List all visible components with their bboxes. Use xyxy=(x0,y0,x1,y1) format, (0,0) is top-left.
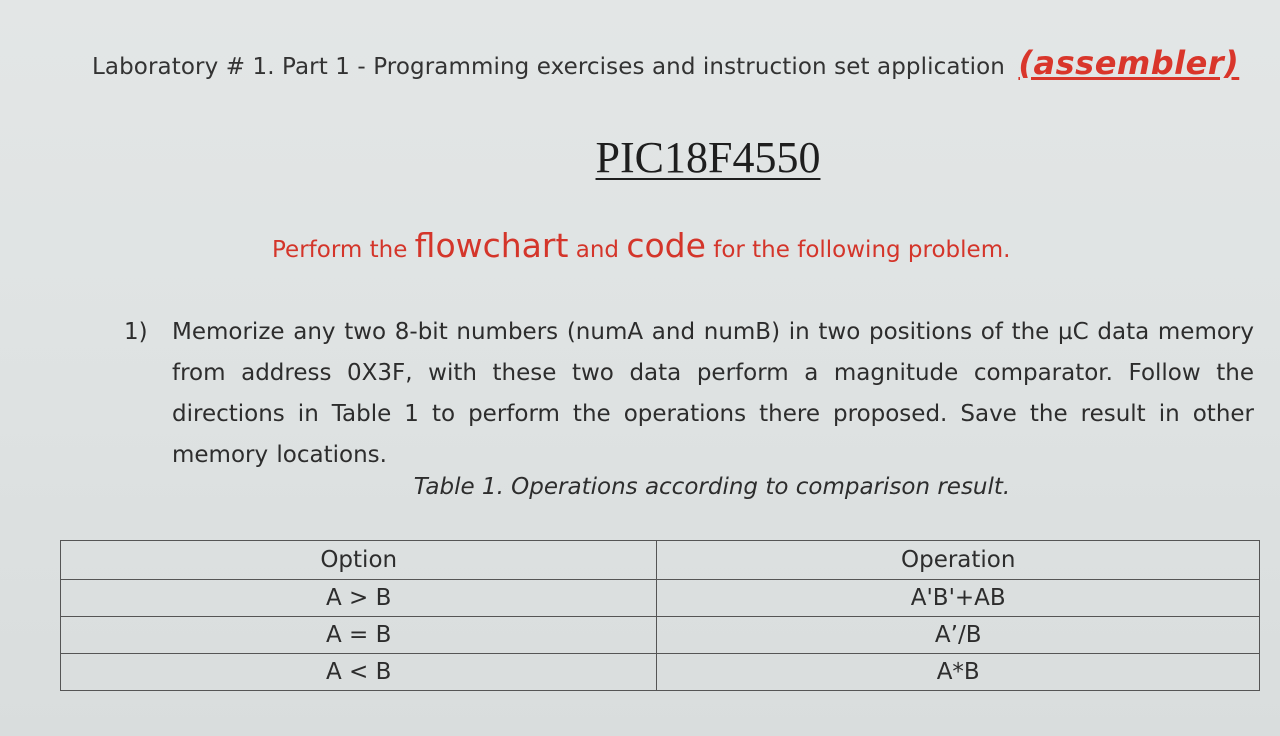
cell-operation: A’/B xyxy=(657,617,1260,654)
instruction-part2: and xyxy=(568,237,627,263)
instruction-code: code xyxy=(626,226,706,265)
cell-option: A = B xyxy=(61,617,657,654)
table-row xyxy=(61,580,1260,617)
cell-operation: A'B'+AB xyxy=(657,580,1260,617)
chip-title xyxy=(0,132,1280,183)
lab-title-main: Laboratory # 1. Part 1 - Programming exercises and instruction set application xyxy=(92,54,1005,80)
instruction-flowchart: flowchart xyxy=(414,226,569,265)
table-row xyxy=(61,654,1260,691)
operations-table xyxy=(60,540,1260,691)
instruction-part1: Perform the xyxy=(272,237,415,263)
chip-name: PIC18F4550 xyxy=(595,133,821,182)
instruction-part3: for the following problem. xyxy=(705,237,1011,263)
table-header-row xyxy=(61,541,1260,580)
header-operation: Operation xyxy=(657,541,1260,580)
header-option: Option xyxy=(61,541,657,580)
cell-operation: A*B xyxy=(657,654,1260,691)
instruction-line xyxy=(272,226,1010,265)
problem-number: 1) xyxy=(124,319,148,345)
table-caption: Table 1. Operations according to comparison result. xyxy=(413,474,1011,500)
problem-text: Memorize any two 8-bit numbers (numA and numB) in two positions of the µC data memory from address 0X3F, with these two data perform a magnitude comparator. Follow the directions in Table 1 to perform the operations there proposed. Save the result in other memory locations. xyxy=(172,319,1254,468)
lab-title xyxy=(92,44,1239,82)
table-row xyxy=(61,617,1260,654)
cell-option: A > B xyxy=(61,580,657,617)
problem-item xyxy=(124,312,1254,476)
cell-option: A < B xyxy=(61,654,657,691)
lab-title-accent: (assembler) xyxy=(1018,44,1240,82)
